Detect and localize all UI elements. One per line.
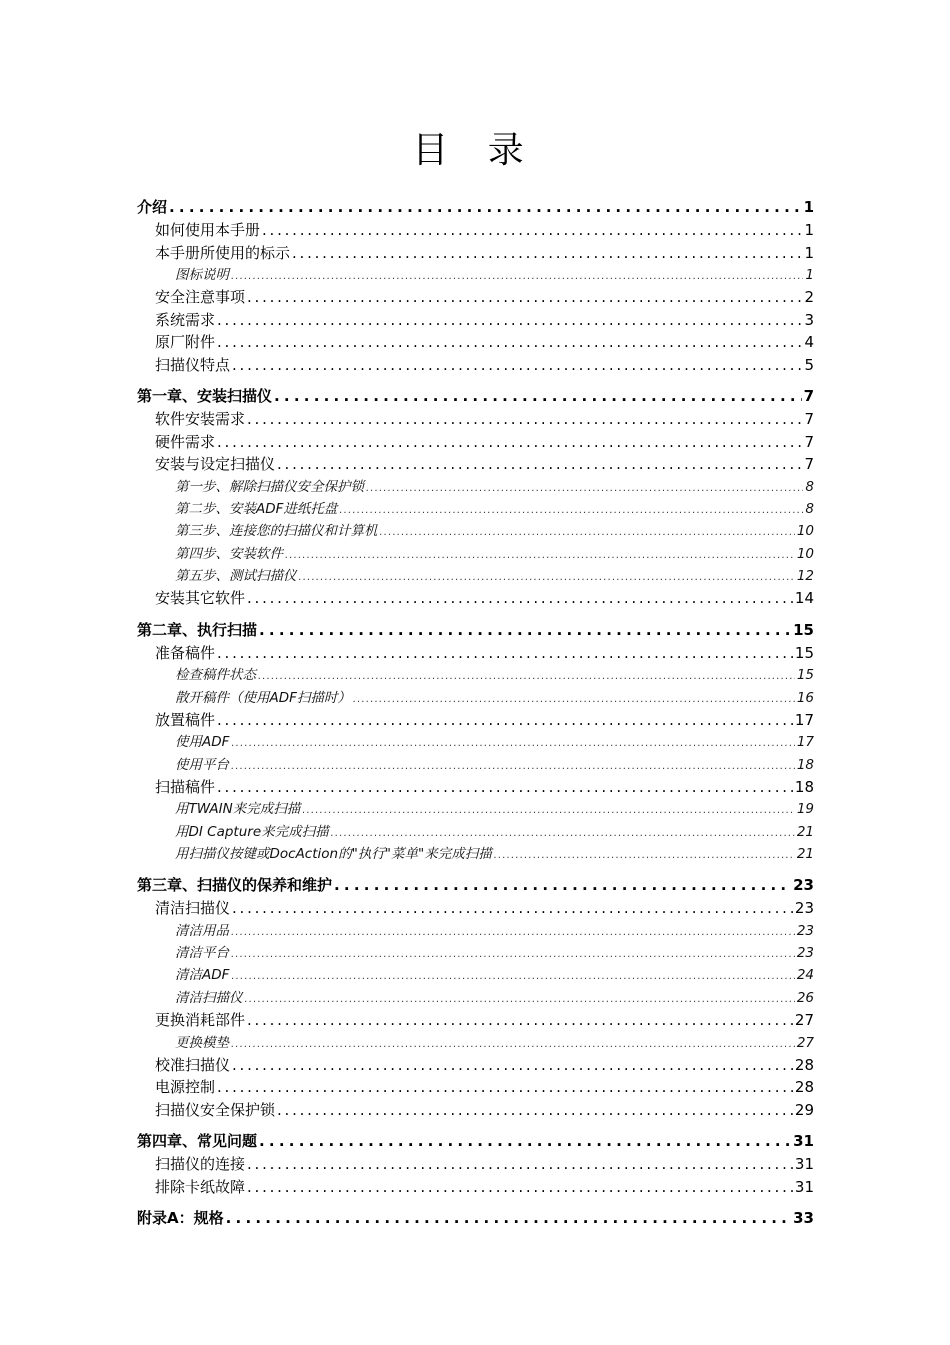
toc-entry-level3[interactable] [137,476,814,498]
toc-entry-title: 排除卡纸故障 [155,1177,246,1196]
toc-entry-level2[interactable] [137,331,814,354]
toc-entry-title: 第一步、解除扫描仪安全保护锁 [175,478,364,495]
toc-entry-level3[interactable] [137,843,814,865]
toc-entry-title: 清洁ADF [175,967,230,984]
toc-entry-page-number: 1 [804,243,814,262]
toc-entry-title: 用TWAIN来完成扫描 [175,801,301,818]
dot-leader [247,1009,793,1032]
toc-entry-title: 介绍 [137,198,168,216]
dot-leader [245,989,795,1011]
toc-entry-page-number: 33 [793,1209,814,1228]
toc-entry-title: 检查稿件状态 [175,667,256,684]
dot-leader [232,354,802,377]
toc-entry-title: 安装其它软件 [155,589,246,608]
toc-entry-title: 用DI Capture来完成扫描 [175,823,329,840]
toc-entry-title: 第二章、执行扫描 [137,620,258,639]
toc-entry-level2[interactable] [137,1009,814,1032]
toc-entry-level1[interactable] [137,1130,814,1153]
toc-entry-title: 第三步、连接您的扫描仪和计算机 [175,523,378,540]
toc-entry-page-number: 31 [794,1155,814,1174]
toc-entry-title: 电源控制 [155,1078,216,1097]
toc-entry-level2[interactable] [137,1076,814,1099]
toc-entry-level3[interactable] [137,731,814,753]
toc-entry-title: 准备稿件 [155,643,216,662]
toc-entry-title: 第四步、安装软件 [175,545,283,562]
toc-entry-level2[interactable] [137,897,814,920]
dot-leader [231,944,795,966]
toc-entry-level1[interactable] [137,874,814,897]
toc-entry-page-number: 23 [793,876,814,895]
toc-entry-title: 扫描仪安全保护锁 [155,1100,276,1119]
toc-entry-page-number: 7 [803,387,814,406]
toc-entry-page-number: 7 [804,410,814,429]
dot-leader [232,897,793,920]
dot-leader [247,286,802,309]
dot-leader [247,1176,793,1199]
toc-entry-page-number: 19 [796,801,814,818]
toc-entry-title: 放置稿件 [155,710,216,729]
dot-leader [299,567,795,589]
toc-entry-level3[interactable] [137,520,814,542]
toc-entry-level3[interactable] [137,964,814,986]
toc-entry-page-number: 1 [803,198,814,216]
toc-entry-level2[interactable] [137,431,814,454]
dot-leader [217,331,802,354]
toc-entry-level2[interactable] [137,776,814,799]
dot-leader [217,709,793,732]
toc-entry-title: 扫描仪特点 [155,355,231,374]
toc-entry-level2[interactable] [137,242,814,265]
toc-entry-page-number: 15 [796,667,814,684]
toc-entry-level1[interactable] [137,196,814,219]
toc-entry-title: 第五步、测试扫描仪 [175,567,297,584]
toc-entry-level1[interactable] [137,1207,814,1230]
toc-entry-level3[interactable] [137,664,814,686]
toc-entry-level1[interactable] [137,385,814,408]
dot-leader [258,666,795,688]
dot-leader [231,922,795,944]
toc-entry-page-number: 8 [805,478,814,495]
toc-entry-title: 扫描仪的连接 [155,1155,246,1174]
toc-entry-page-number: 18 [794,777,814,796]
toc-entry-page-number: 5 [804,355,814,374]
toc-entry-page-number: 31 [794,1177,814,1196]
toc-entry-title: 散开稿件（使用ADF扫描时） [175,689,351,706]
toc-entry-page-number: 29 [794,1100,814,1119]
toc-entry-page-number: 16 [796,689,814,706]
toc-entry-page-number: 8 [805,501,814,518]
dot-leader [231,756,795,778]
toc-entry-page-number: 1 [805,267,814,283]
toc-entry-page-number: 2 [804,288,814,307]
toc-entry-title: 第二步、安装ADF进纸托盘 [175,501,338,518]
toc-entry-title: 清洁用品 [175,922,229,939]
dot-leader [169,196,802,219]
toc-entry-page-number: 26 [796,989,814,1006]
dot-leader [217,309,802,332]
toc-entry-page-number: 10 [796,523,814,540]
dot-leader [262,219,802,242]
dot-leader [259,619,791,642]
toc-entry-page-number: 24 [796,967,814,984]
dot-leader [380,522,795,544]
toc-entry-level3[interactable] [137,798,814,820]
toc-entry-page-number: 1 [804,221,814,239]
toc-entry-page-number: 31 [793,1132,814,1151]
dot-leader [231,1034,795,1056]
toc-entry-page-number: 27 [796,1034,814,1051]
dot-leader [334,874,791,897]
toc-entry-page-number: 28 [794,1078,814,1097]
toc-entry-level2[interactable] [137,1099,814,1122]
dot-leader [247,1153,793,1176]
toc-entry-page-number: 17 [794,710,814,729]
dot-leader [353,689,795,711]
dot-leader [247,408,802,431]
toc-entry-page-number: 28 [794,1055,814,1074]
dot-leader [231,266,803,288]
table-of-contents [137,196,814,1230]
toc-entry-title: 使用ADF [175,734,230,751]
toc-entry-page-number: 4 [804,333,814,352]
toc-entry-level3[interactable] [137,1032,814,1054]
toc-entry-level2[interactable] [137,709,814,732]
toc-entry-title: 清洁扫描仪 [175,989,243,1006]
toc-entry-level2[interactable] [137,1176,814,1199]
toc-entry-title: 如何使用本手册 [155,221,261,239]
dot-leader [231,966,794,988]
toc-entry-title: 更换模垫 [175,1034,229,1051]
dot-leader [331,823,795,845]
dot-leader [217,431,802,454]
dot-leader [285,545,795,567]
toc-entry-page-number: 7 [804,455,814,474]
toc-entry-level2[interactable] [137,1054,814,1077]
dot-leader [217,642,793,665]
toc-entry-page-number: 3 [804,310,814,329]
toc-entry-page-number: 7 [804,432,814,451]
dot-leader [231,733,794,755]
toc-entry-level2[interactable] [137,354,814,377]
toc-entry-title: 更换消耗部件 [155,1011,246,1030]
toc-entry-title: 使用平台 [175,756,229,773]
toc-entry-title: 系统需求 [155,310,216,329]
dot-leader [274,385,802,408]
toc-entry-title: 校准扫描仪 [155,1055,231,1074]
toc-entry-level3[interactable] [137,543,814,565]
toc-entry-title: 附录A：规格 [137,1209,224,1228]
toc-entry-page-number: 15 [793,620,814,639]
toc-entry-title: 图标说明 [175,267,229,283]
toc-entry-page-number: 14 [794,589,814,608]
toc-entry-level3[interactable] [137,754,814,776]
toc-entry-level2[interactable] [137,587,814,610]
toc-entry-title: 清洁扫描仪 [155,899,231,918]
toc-entry-level2[interactable] [137,408,814,431]
toc-entry-title: 用扫描仪按键或DocAction的"执行"菜单"来完成扫描 [175,846,492,863]
toc-entry-title: 第四章、常见问题 [137,1132,258,1151]
toc-entry-page-number: 15 [794,643,814,662]
toc-entry-level2[interactable] [137,286,814,309]
toc-entry-title: 硬件需求 [155,432,216,451]
dot-leader [277,453,802,476]
toc-entry-level3[interactable] [137,821,814,843]
toc-entry-level2[interactable] [137,453,814,476]
toc-entry-title: 第一章、安装扫描仪 [137,387,273,406]
toc-entry-title: 安装与设定扫描仪 [155,455,276,474]
toc-entry-level3[interactable] [137,920,814,942]
toc-entry-page-number: 18 [796,756,814,773]
toc-entry-level1[interactable] [137,619,814,642]
toc-entry-title: 第三章、扫描仪的保养和维护 [137,876,333,895]
toc-entry-title: 软件安装需求 [155,410,246,429]
toc-entry-page-number: 23 [794,899,814,918]
toc-entry-title: 本手册所使用的标示 [155,243,291,262]
toc-entry-level2[interactable] [137,219,814,242]
toc-entry-page-number: 23 [796,945,814,962]
toc-entry-level3[interactable] [137,942,814,964]
toc-entry-title: 清洁平台 [175,945,229,962]
toc-entry-title: 安全注意事项 [155,288,246,307]
toc-entry-page-number: 17 [796,734,814,751]
dot-leader [277,1099,793,1122]
dot-leader [339,500,803,522]
toc-entry-page-number: 12 [796,567,814,584]
toc-entry-level2[interactable] [137,309,814,332]
toc-entry-level2[interactable] [137,642,814,665]
dot-leader [292,242,802,265]
toc-entry-level2[interactable] [137,1153,814,1176]
toc-entry-level3[interactable] [137,498,814,520]
dot-leader [259,1130,791,1153]
dot-leader [494,845,795,867]
toc-entry-page-number: 21 [796,846,814,863]
dot-leader [226,1207,792,1230]
toc-entry-title: 扫描稿件 [155,777,216,796]
dot-leader [232,1054,793,1077]
toc-entry-level3[interactable] [137,565,814,587]
dot-leader [247,587,793,610]
dot-leader [302,800,795,822]
dot-leader [217,776,793,799]
toc-entry-page-number: 10 [796,545,814,562]
page-title: 目 录 [412,130,538,171]
toc-entry-level3[interactable] [137,264,814,286]
dot-leader [366,478,803,500]
toc-entry-title: 原厂附件 [155,333,216,352]
toc-entry-level3[interactable] [137,987,814,1009]
toc-entry-page-number: 21 [796,823,814,840]
toc-entry-page-number: 23 [796,922,814,939]
toc-entry-level3[interactable] [137,687,814,709]
dot-leader [217,1076,793,1099]
toc-entry-page-number: 27 [794,1011,814,1030]
